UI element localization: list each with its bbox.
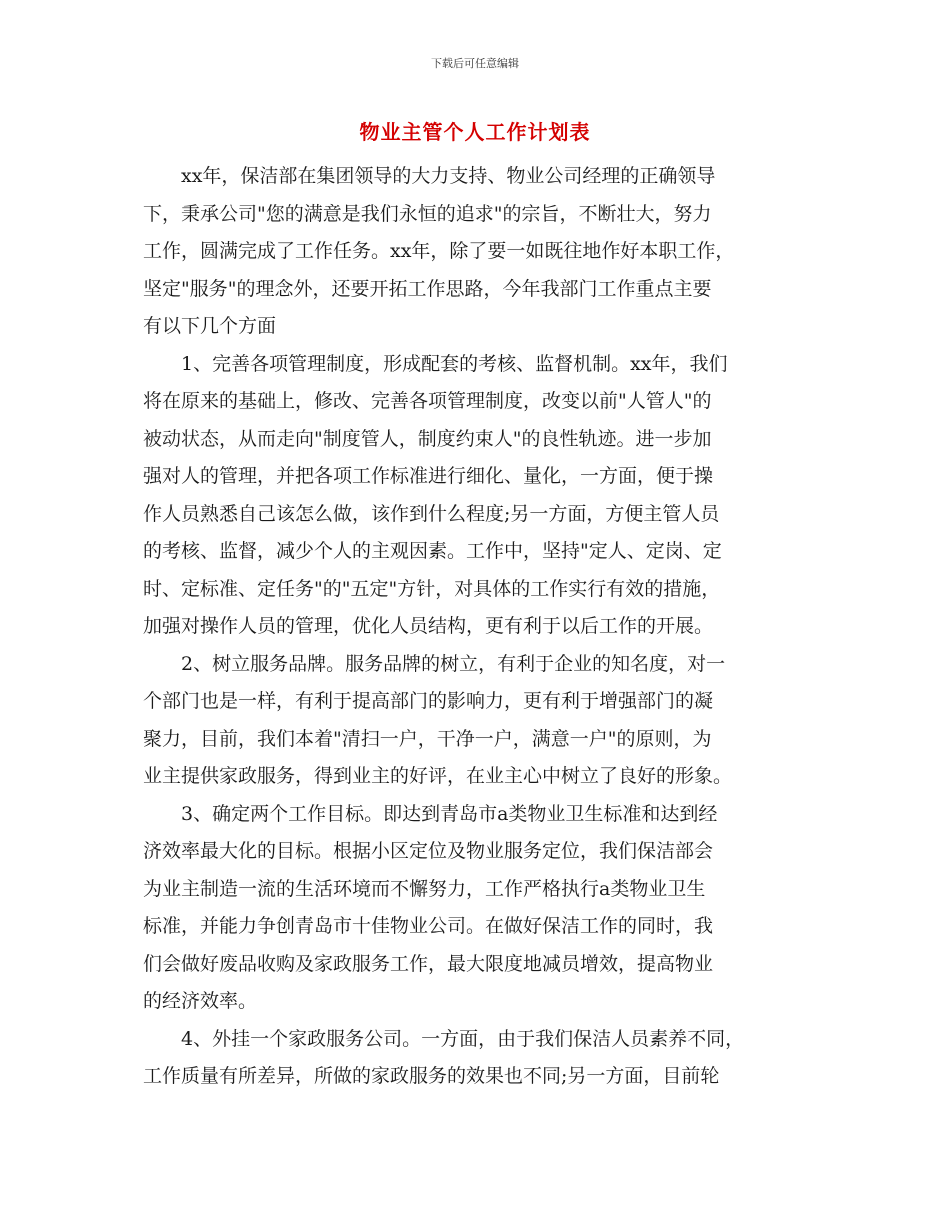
paragraph-item-2 (143, 646, 813, 796)
text-line: 们会做好废品收购及家政服务工作，最大限度地减员增效，提高物业 (143, 952, 714, 975)
text-line: 1、完善各项管理制度，形成配套的考核、监督机制。xx年，我们 (181, 352, 728, 375)
text-line: 为业主制造一流的生活环境而不懈努力，工作严格执行a类物业卫生 (143, 877, 706, 900)
text-line: 坚定"服务"的理念外，还要开拓工作思路，今年我部门工作重点主要 (143, 277, 712, 300)
text-line: 强对人的管理，并把各项工作标准进行细化、量化，一方面，便于操 (143, 465, 714, 487)
text-line: 被动状态，从而走向"制度管人，制度约束人"的良性轨迹。进一步加 (143, 427, 712, 450)
paragraph-item-3 (143, 796, 813, 1021)
text-line: 将在原来的基础上，修改、完善各项管理制度，改变以前"人管人"的 (143, 390, 712, 412)
text-line: 济效率最大化的目标。根据小区定位及物业服务定位，我们保洁部会 (143, 840, 714, 862)
document-body (143, 158, 813, 1096)
paragraph-item-1 (143, 346, 813, 646)
text-line: 时、定标准、定任务"的"五定"方针，对具体的工作实行有效的措施， (143, 577, 721, 600)
text-line: 加强对操作人员的管理，优化人员结构，更有利于以后工作的开展。 (143, 615, 714, 637)
text-line: 有以下几个方面 (143, 315, 277, 337)
text-line: 聚力，目前，我们本着"清扫一户，干净一户，满意一户"的原则，为 (143, 727, 712, 750)
text-line: 作人员熟悉自己该怎么做，该作到什么程度;另一方面，方便主管人员 (143, 502, 720, 525)
page-header-note: 下载后可任意编辑 (431, 57, 519, 70)
text-line: 工作，圆满完成了工作任务。xx年，除了要一如既往地作好本职工作， (143, 240, 735, 262)
text-line: 的经济效率。 (143, 990, 258, 1012)
text-line: 2、树立服务品牌。服务品牌的树立，有利于企业的知名度，对一 (181, 652, 726, 675)
text-line: 的考核、监督，减少个人的主观因素。工作中，坚持"定人、定岗、定 (143, 540, 722, 562)
text-line: 工作质量有所差异，所做的家政服务的效果也不同;另一方面，目前轮 (143, 1065, 720, 1087)
text-line: 下，秉承公司"您的满意是我们永恒的追求"的宗旨，不断壮大，努力 (143, 202, 712, 225)
text-line: 个部门也是一样，有利于提高部门的影响力，更有利于增强部门的凝 (143, 690, 714, 712)
text-line: 标准，并能力争创青岛市十佳物业公司。在做好保洁工作的同时，我 (143, 915, 714, 937)
text-line: 业主提供家政服务，得到业主的好评，在业主心中树立了良好的形象。 (143, 765, 733, 787)
text-line: 4、外挂一个家政服务公司。一方面，由于我们保洁人员素养不同， (181, 1027, 745, 1050)
text-line: 3、确定两个工作目标。即达到青岛市a类物业卫生标准和达到经 (181, 802, 718, 825)
paragraph-item-4 (143, 1021, 813, 1096)
paragraph-intro (143, 158, 813, 346)
text-line: xx年，保洁部在集团领导的大力支持、物业公司经理的正确领导 (181, 165, 716, 187)
document-title: 物业主管个人工作计划表 (359, 120, 591, 144)
